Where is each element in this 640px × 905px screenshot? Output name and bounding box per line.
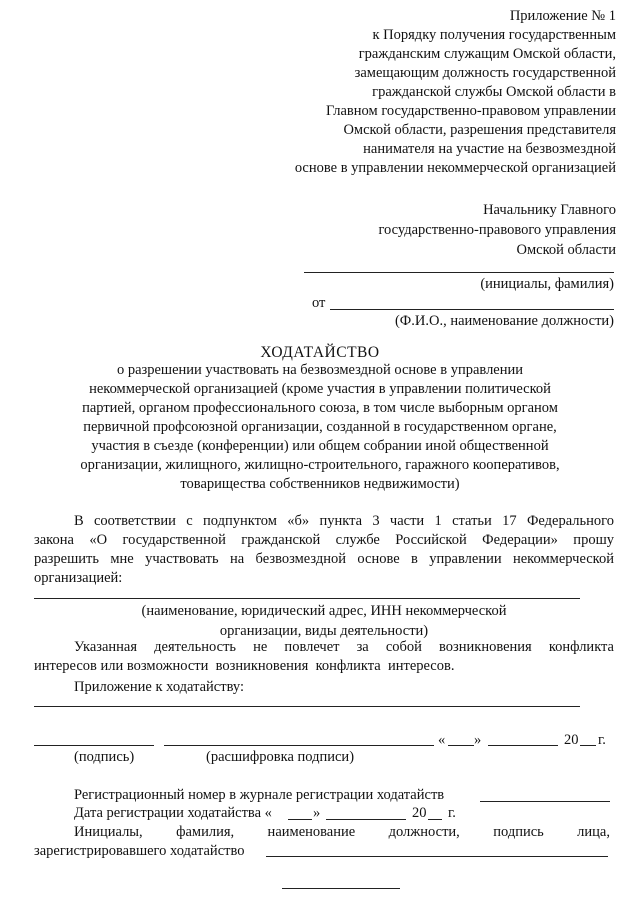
organization-caption <box>34 601 614 641</box>
signature-blank-line[interactable] <box>34 745 154 746</box>
date-day-blank[interactable] <box>448 745 474 746</box>
registration-day-blank[interactable] <box>288 819 312 820</box>
registration-number-label: Регистрационный номер в журнале регистрации ходатайств <box>74 787 445 803</box>
paragraph-line: интересов или возможности возникновения конфликта интересов. <box>34 658 455 674</box>
appendix-line: замещающим должность государственной <box>354 65 616 81</box>
addressee-line: Омской области <box>516 242 616 258</box>
subtitle-line: товарищества собственников недвижимости) <box>180 476 460 492</box>
registration-date-close: » <box>313 805 321 821</box>
attachment-blank-line[interactable] <box>34 706 580 707</box>
paragraph-line: закона «О государственной гражданской службе Российской Федерации» прошу <box>34 532 614 548</box>
appendix-line: основе в управлении некоммерческой организацией <box>294 160 616 176</box>
closing-divider <box>282 888 400 889</box>
paragraph-line: Указанная деятельность не повлечет за собой возникновения конфликта <box>74 639 614 655</box>
subtitle-block <box>40 361 600 494</box>
fio-caption: (Ф.И.О., наименование должности) <box>394 313 614 329</box>
appendix-block <box>196 6 616 178</box>
attachment-label: Приложение к ходатайству: <box>74 679 245 695</box>
registration-year-suffix: г. <box>448 805 456 821</box>
subtitle-line: участия в съезде (конференции) или общем собрании иной общественной <box>91 438 549 454</box>
subtitle-line: организации, жилищного, жилищно-строительного, гаражного кооперативов, <box>80 457 560 473</box>
from-label: от <box>312 295 326 311</box>
subtitle-line: о разрешении участвовать на безвозмездной основе в управлении <box>116 362 524 378</box>
appendix-line: Приложение № 1 <box>509 8 616 24</box>
addressee-line: государственно-правового управления <box>378 222 616 238</box>
initials-blank-line[interactable] <box>304 272 614 273</box>
appendix-line: нанимателя на участие на безвозмездной <box>363 141 616 157</box>
date-open-quote: « <box>438 732 446 748</box>
appendix-line: гражданской службы Омской области в <box>372 84 616 100</box>
paragraph-line: В соответствии с подпунктом «б» пункта 3 части 1 статьи 17 Федерального <box>74 513 614 529</box>
request-paragraph <box>34 512 614 588</box>
conflict-paragraph <box>34 638 614 676</box>
registration-year-prefix: 20 <box>412 805 427 821</box>
appendix-line: Омской области, разрешения представителя <box>343 122 616 138</box>
signature-caption: (подпись) <box>74 749 135 765</box>
year-prefix: 20 <box>564 732 579 748</box>
registration-number-blank[interactable] <box>480 801 610 802</box>
organization-blank-line[interactable] <box>34 598 580 599</box>
subtitle-line: некоммерческой организацией (кроме участия в управлении политической <box>89 381 551 397</box>
caption-line: организации, виды деятельности) <box>219 623 429 639</box>
fio-blank-line[interactable] <box>330 309 614 310</box>
paragraph-line: разрешить мне участвовать на безвозмездной основе в управлении некоммерческой <box>34 551 614 567</box>
caption-line: (наименование, юридический адрес, ИНН некоммерческой <box>141 603 507 619</box>
subtitle-line: партией, органом профессионального союза, в том числе выборным органом <box>82 400 558 416</box>
appendix-line: Главном государственно-правовом управлении <box>325 103 616 119</box>
signature-decode-caption: (расшифровка подписи) <box>206 749 355 765</box>
registrar-line: Инициалы, фамилия, наименование должности, подпись лица, <box>74 824 610 840</box>
registrar-line: зарегистрировавшего ходатайство <box>34 843 245 859</box>
appendix-line: гражданским служащим Омской области, <box>358 46 616 62</box>
signature-decode-blank-line[interactable] <box>164 745 434 746</box>
year-suffix: г. <box>598 732 606 748</box>
addressee-line: Начальнику Главного <box>483 202 616 218</box>
appendix-line: к Порядку получения государственным <box>372 27 616 43</box>
registrar-blank-line[interactable] <box>266 856 608 857</box>
addressee-block <box>216 200 616 260</box>
date-month-blank[interactable] <box>488 745 558 746</box>
subtitle-line: первичной профсоюзной организации, созданной в государственном органе, <box>83 419 557 435</box>
registration-date-label: Дата регистрации ходатайства « <box>74 805 272 821</box>
paragraph-line: организацией: <box>34 570 123 586</box>
page-title: ХОДАТАЙСТВО <box>260 344 380 361</box>
initials-caption: (инициалы, фамилия) <box>480 276 614 292</box>
registration-month-blank[interactable] <box>326 819 406 820</box>
date-close-quote: » <box>474 732 482 748</box>
registration-year-blank[interactable] <box>428 819 442 820</box>
date-year-blank[interactable] <box>580 745 596 746</box>
